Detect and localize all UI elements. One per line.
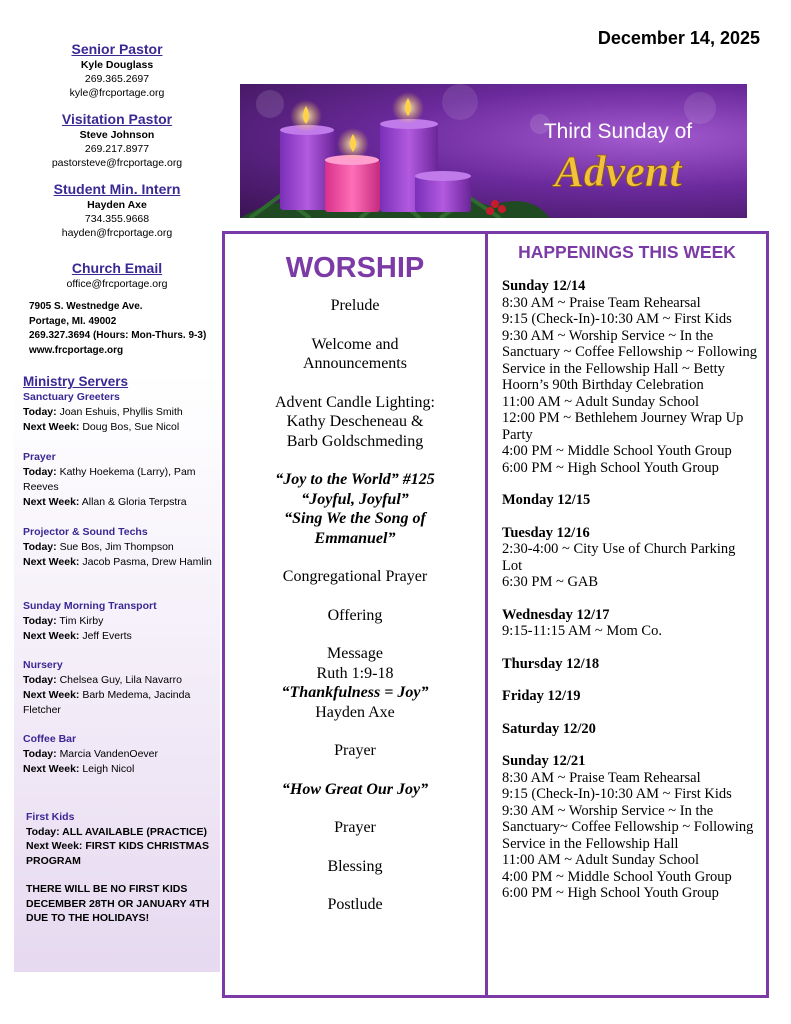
worship-order	[242, 296, 468, 915]
first-kids-next-week: Next Week: FIRST KIDS CHRISTMAS PROGRAM	[26, 840, 209, 867]
ministry-servers-title: Ministry Servers	[23, 374, 129, 389]
happening-event: 2:30-4:00 ~ City Use of Church Parking Lot	[502, 541, 736, 574]
next-week-label: Next Week:	[23, 556, 80, 568]
happening-day: Monday 12/15	[502, 492, 591, 508]
next-week-names: Doug Bos, Sue Nicol	[82, 421, 180, 433]
today-label: Today:	[23, 748, 57, 760]
happening-event: 9:30 AM ~ Worship Service ~ In the Sanctuary ~ Coffee Fellowship ~ Following Service in the Fellowship Hall ~ Betty Hoorn’s 90th Birthday Celebration	[502, 327, 758, 393]
today-label: Today:	[23, 615, 57, 627]
group-title: Projector & Sound Techs	[23, 526, 148, 538]
next-week-label: Next Week:	[23, 496, 80, 508]
church-address	[29, 300, 229, 358]
first-kids-today: Today: ALL AVAILABLE (PRACTICE)	[26, 825, 208, 838]
happening-day: Wednesday 12/17	[502, 606, 610, 623]
hymn-title: “Joy to the World” #125	[275, 471, 435, 488]
group-title: Prayer	[23, 451, 56, 463]
staff-visitation-pastor	[14, 110, 220, 170]
group-title: Sunday Morning Transport	[23, 600, 157, 612]
happening-event: 11:00 AM ~ Adult Sunday School	[502, 852, 700, 868]
hymn-title: Emmanuel”	[314, 529, 396, 547]
today-names: Kathy Hoekema (Larry), Pam Reeves	[23, 466, 196, 493]
staff-student-intern	[14, 180, 220, 240]
worship-item: Offering	[327, 606, 383, 624]
happening-event: 8:30 AM ~ Praise Team Rehearsal	[502, 294, 701, 311]
happening-day: Tuesday 12/16	[502, 524, 590, 541]
happening-event: 4:00 PM ~ Middle School Youth Group	[502, 868, 732, 885]
scripture-reference: Ruth 1:9-18	[316, 664, 394, 682]
staff-phone: 734.355.9668	[84, 213, 150, 225]
happening-day: Friday 12/19	[502, 688, 581, 704]
today-names: Marcia VandenOever	[59, 748, 158, 760]
happening-event: 9:15-11:15 AM ~ Mom Co.	[502, 623, 662, 639]
next-week-names: Allan & Gloria Terpstra	[81, 496, 187, 508]
happening-event: 9:15 (Check-In)-10:30 AM ~ First Kids	[502, 786, 732, 802]
staff-role: Visitation Pastor	[61, 111, 173, 127]
today-names: Chelsea Guy, Lila Navarro	[59, 674, 182, 686]
worship-item: Barb Goldschmeding	[286, 432, 424, 450]
ministry-group-projector-sound	[23, 525, 213, 570]
next-week-names: Barb Medema, Jacinda Fletcher	[23, 689, 191, 716]
ministry-group-prayer	[23, 450, 213, 510]
ministry-group-coffee-bar	[23, 732, 213, 777]
advent-banner	[240, 84, 747, 218]
hymn-title: “Joyful, Joyful”	[301, 490, 409, 508]
hymn-title: “Sing We the Song of	[284, 510, 426, 527]
staff-phone: 269.217.8977	[84, 143, 150, 155]
address-website[interactable]: www.frcportage.org	[29, 344, 124, 356]
first-kids-note: THERE WILL BE NO FIRST KIDS DECEMBER 28TH OR JANUARY 4TH DUE TO THE HOLIDAYS!	[26, 883, 210, 924]
staff-email[interactable]: pastorsteve@frcportage.org	[51, 157, 183, 169]
happening-event: 9:15 (Check-In)-10:30 AM ~ First Kids	[502, 311, 732, 327]
church-email-label: Church Email	[71, 260, 163, 276]
worship-item: Kathy Descheneau &	[286, 413, 424, 430]
happening-event: 8:30 AM ~ Praise Team Rehearsal	[502, 769, 701, 786]
today-label: Today:	[23, 466, 57, 478]
ministry-group-transport	[23, 599, 213, 644]
next-week-names: Jacob Pasma, Drew Hamlin	[82, 556, 212, 568]
worship-item: Prelude	[330, 297, 380, 314]
happening-day: Sunday 12/14	[502, 278, 586, 294]
today-names: Tim Kirby	[59, 615, 104, 627]
banner-line1: Third Sunday of	[543, 120, 693, 143]
hymn-title: “How Great Our Joy”	[281, 780, 429, 798]
sermon-title: “Thankfulness = Joy”	[281, 684, 429, 701]
first-kids-title: First Kids	[26, 811, 75, 823]
ministry-group-nursery	[23, 658, 213, 718]
worship-item: Advent Candle Lighting:	[275, 393, 435, 411]
address-city: Portage, MI. 49002	[29, 315, 117, 327]
banner-line2: Advent	[554, 147, 682, 196]
church-email	[14, 259, 220, 291]
worship-item: Prayer	[334, 819, 376, 836]
group-title: Nursery	[23, 659, 63, 671]
address-phone-hours: 269.327.3694 (Hours: Mon-Thurs. 9-3)	[29, 330, 207, 341]
today-label: Today:	[23, 674, 57, 686]
happening-event: 11:00 AM ~ Adult Sunday School	[502, 393, 700, 410]
happening-day: Saturday 12/20	[502, 720, 596, 737]
today-label: Today:	[23, 541, 57, 553]
worship-title: WORSHIP	[285, 252, 425, 284]
next-week-names: Leigh Nicol	[82, 763, 135, 775]
worship-item: Congregational Prayer	[282, 568, 428, 585]
staff-name: Hayden Axe	[87, 199, 147, 211]
happenings-title: HAPPENINGS THIS WEEK	[518, 242, 736, 262]
group-title: Coffee Bar	[23, 733, 77, 745]
next-week-label: Next Week:	[23, 421, 80, 433]
staff-role: Senior Pastor	[71, 41, 163, 57]
church-email-address[interactable]: office@frcportage.org	[66, 278, 168, 290]
happening-event: 6:00 PM ~ High School Youth Group	[502, 885, 719, 901]
happening-event: 12:00 PM ~ Bethlehem Journey Wrap Up Party	[502, 410, 744, 443]
happening-event: 4:00 PM ~ Middle School Youth Group	[502, 443, 732, 459]
worship-item: Postlude	[327, 896, 383, 913]
staff-senior-pastor	[14, 40, 220, 100]
happening-day: Sunday 12/21	[502, 753, 586, 769]
next-week-names: Jeff Everts	[82, 630, 132, 642]
happening-event: 6:30 PM ~ GAB	[502, 574, 599, 590]
happening-event: 9:30 AM ~ Worship Service ~ In the Sanctuary~ Coffee Fellowship ~ Following Service in the Fellowship Hall	[502, 802, 754, 852]
happening-day: Thursday 12/18	[502, 655, 600, 672]
next-week-label: Next Week:	[23, 689, 80, 701]
today-names: Joan Eshuis, Phyllis Smith	[59, 406, 183, 418]
worship-item: Message	[327, 645, 383, 662]
happenings-list	[502, 278, 758, 902]
next-week-label: Next Week:	[23, 630, 80, 642]
worship-item: Blessing	[327, 857, 383, 875]
ministry-group-greeters	[23, 390, 213, 435]
today-names: Sue Bos, Jim Thompson	[59, 541, 174, 553]
worship-item: Welcome and	[311, 335, 399, 353]
happening-event: 6:00 PM ~ High School Youth Group	[502, 459, 719, 476]
staff-name: Steve Johnson	[79, 129, 155, 141]
group-title: Sanctuary Greeters	[23, 391, 120, 403]
next-week-label: Next Week:	[23, 763, 80, 775]
staff-name: Kyle Douglass	[80, 59, 154, 71]
today-label: Today:	[23, 406, 57, 418]
bulletin-date: December 14, 2025	[597, 28, 760, 48]
address-street: 7905 S. Westnedge Ave.	[29, 301, 143, 312]
staff-phone: 269.365.2697	[84, 73, 150, 85]
worship-item: Prayer	[334, 742, 376, 759]
preacher-name: Hayden Axe	[315, 703, 395, 721]
staff-email[interactable]: hayden@frcportage.org	[61, 227, 173, 239]
staff-email[interactable]: kyle@frcportage.org	[69, 87, 165, 99]
staff-role: Student Min. Intern	[53, 181, 181, 197]
advent-candles-illustration	[240, 84, 747, 218]
worship-item: Announcements	[303, 355, 407, 372]
first-kids-section	[26, 810, 216, 926]
